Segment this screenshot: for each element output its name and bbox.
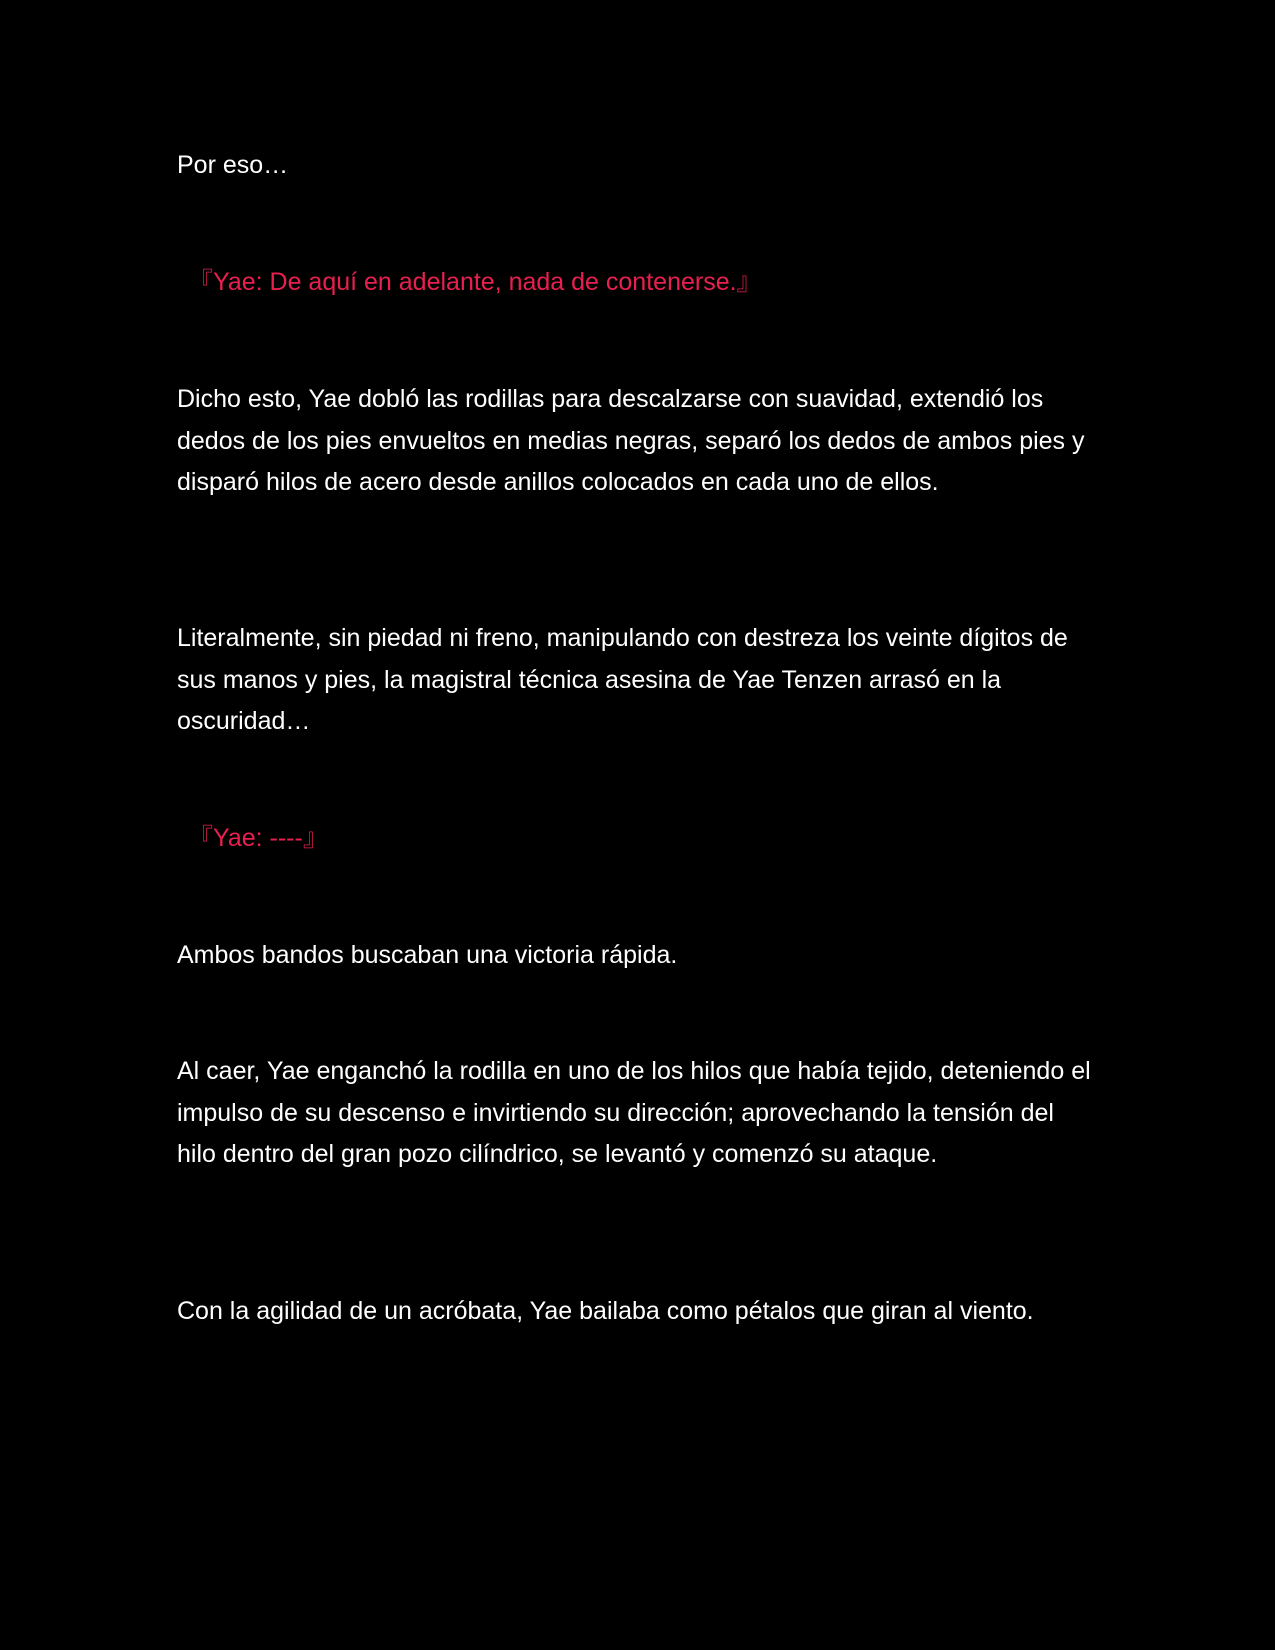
narration-paragraph: Literalmente, sin piedad ni freno, manipulando con destreza los veinte dígitos de sus manos y pies, la magistral técnica asesina de Yae Tenzen arrasó en la oscuridad… bbox=[177, 624, 1068, 735]
narration-paragraph: Ambos bandos buscaban una victoria rápida. bbox=[177, 941, 678, 969]
narration-paragraph: Al caer, Yae enganchó la rodilla en uno de los hilos que había tejido, deteniendo el impulso de su descenso e invirtiendo su dirección; aprovechando la tensión del hilo dentro del gran pozo cilíndrico, se levantó y comenzó su ataque. bbox=[177, 1057, 1091, 1168]
narration-paragraph: Por eso… bbox=[177, 151, 289, 179]
dialogue-line: 『Yae: ----』 bbox=[188, 824, 328, 852]
dialogue-line: 『Yae: De aquí en adelante, nada de contenerse.』 bbox=[188, 268, 762, 296]
narration-paragraph: Con la agilidad de un acróbata, Yae bailaba como pétalos que giran al viento. bbox=[177, 1297, 1034, 1325]
narration-paragraph: Dicho esto, Yae dobló las rodillas para descalzarse con suavidad, extendió los dedos de los pies envueltos en medias negras, separó los dedos de ambos pies y disparó hilos de acero desde anillos colocados en cada uno de ellos. bbox=[177, 385, 1085, 496]
